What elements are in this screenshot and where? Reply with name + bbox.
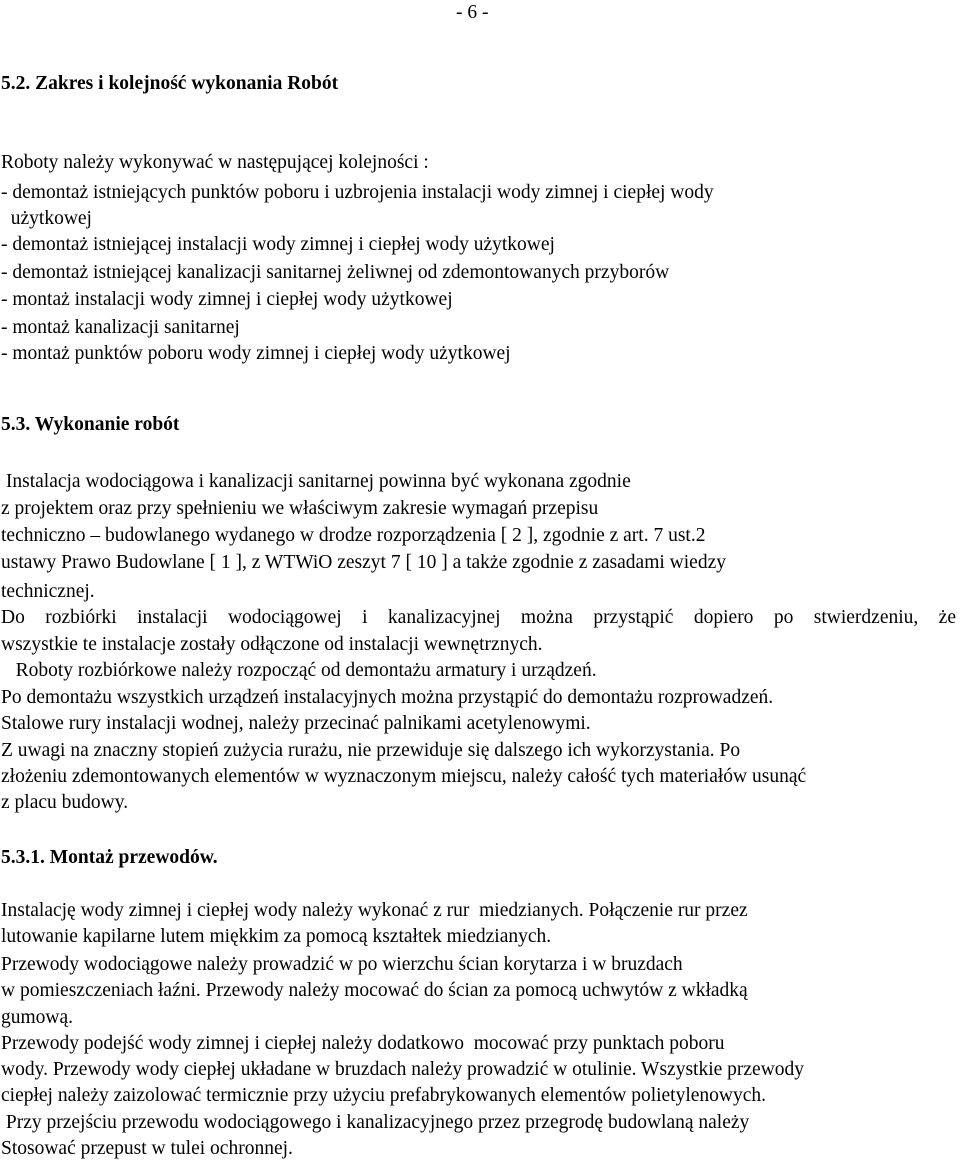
list-item: - demontaż istniejącej instalacji wody zimnej i ciepłej wody użytkowej	[1, 234, 555, 255]
list-item: - montaż punktów poboru wody zimnej i ciepłej wody użytkowej	[1, 343, 511, 364]
section-5-2-heading: 5.2. Zakres i kolejność wykonania Robót	[1, 73, 339, 94]
paragraph-line: Instalację wody zimnej i ciepłej wody należy wykonać z rur miedzianych. Połączenie rur przez	[1, 900, 748, 921]
paragraph-line: ciepłej należy zaizolować termicznie przy użyciu prefabrykowanych elementów polietylenowych.	[1, 1085, 767, 1106]
paragraph-line: wody. Przewody wody ciepłej układane w bruzdach należy prowadzić w otulinie. Wszystkie przewody	[1, 1059, 805, 1080]
paragraph-line: Po demontażu wszystkich urządzeń instalacyjnych można przystąpić do demontażu rozprowadzeń.	[1, 687, 774, 708]
paragraph-line: Przy przejściu przewodu wodociągowego i kanalizacyjnego przez przegrodę budowlaną należy	[1, 1112, 750, 1133]
page-number: - 6 -	[456, 2, 489, 23]
paragraph-line: w pomieszczeniach łaźni. Przewody należy mocować do ścian za pomocą uchwytów z wkładką	[1, 980, 748, 1001]
paragraph-line: Stosować przepust w tulei ochronnej.	[1, 1138, 293, 1159]
paragraph-line: z placu budowy.	[1, 792, 129, 813]
section-5-2-intro: Roboty należy wykonywać w następującej kolejności :	[1, 152, 429, 173]
paragraph-line: Roboty rozbiórkowe należy rozpocząć od demontażu armatury i urządzeń.	[1, 660, 597, 681]
paragraph-line: złożeniu zdemontowanych elementów w wyznaczonym miejscu, należy całość tych materiałów usunąć	[1, 766, 807, 787]
paragraph-line: technicznej.	[1, 581, 95, 602]
list-item: - demontaż istniejących punktów poboru i uzbrojenia instalacji wody zimnej i ciepłej wody	[1, 182, 714, 203]
paragraph-line: Przewody wodociągowe należy prowadzić w po wierzchu ścian korytarza i w bruzdach	[1, 954, 683, 975]
paragraph-line: wszystkie te instalacje zostały odłączone od instalacji wewnętrznych.	[1, 634, 543, 655]
paragraph-line: Stalowe rury instalacji wodnej, należy przecinać palnikami acetylenowymi.	[1, 713, 591, 734]
paragraph-line: Do rozbiórki instalacji wodociągowej i kanalizacyjnej można przystąpić dopiero po stwierdzeniu, że	[1, 607, 956, 628]
paragraph-line: techniczno – budowlanego wydanego w drodze rozporządzenia [ 2 ], zgodnie z art. 7 ust.2	[1, 525, 706, 546]
list-item: - demontaż istniejącej kanalizacji sanitarnej żeliwnej od zdemontowanych przyborów	[1, 262, 670, 283]
paragraph-line: Z uwagi na znaczny stopień zużycia rurażu, nie przewiduje się dalszego ich wykorzystania. Po	[1, 740, 741, 761]
paragraph-line: Instalacja wodociągowa i kanalizacji sanitarnej powinna być wykonana zgodnie	[1, 471, 631, 492]
paragraph-line: ustawy Prawo Budowlane [ 1 ], z WTWiO zeszyt 7 [ 10 ] a także zgodnie z zasadami wiedzy	[1, 552, 726, 573]
paragraph-line: lutowanie kapilarne lutem miękkim za pomocą kształtek miedzianych.	[1, 926, 552, 947]
paragraph-line: Przewody podejść wody zimnej i ciepłej należy dodatkowo mocować przy punktach poboru	[1, 1033, 725, 1054]
paragraph-line: gumową.	[1, 1007, 74, 1028]
section-5-3-1-heading: 5.3.1. Montaż przewodów.	[1, 847, 218, 868]
list-item: - montaż instalacji wody zimnej i ciepłej wody użytkowej	[1, 289, 453, 310]
list-item: użytkowej	[1, 208, 92, 229]
paragraph-line: z projektem oraz przy spełnieniu we właściwym zakresie wymagań przepisu	[1, 498, 599, 519]
list-item: - montaż kanalizacji sanitarnej	[1, 317, 240, 338]
section-5-3-heading: 5.3. Wykonanie robót	[1, 414, 180, 435]
